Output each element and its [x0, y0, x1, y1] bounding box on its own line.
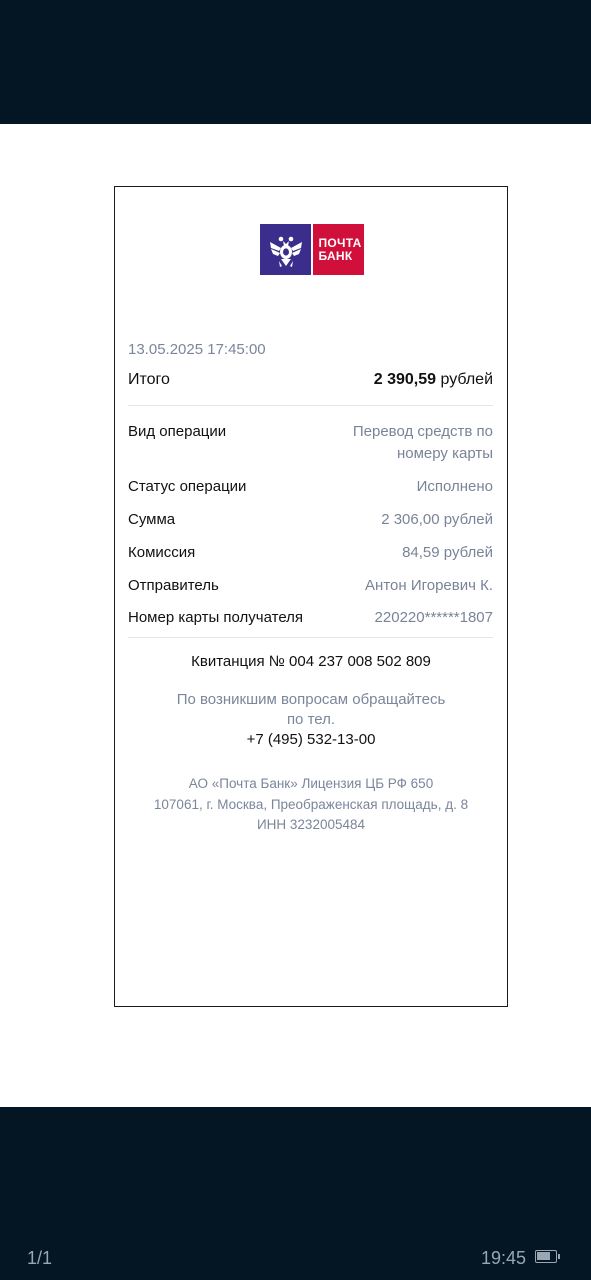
total-row [128, 371, 493, 395]
footer-line2: 107061, г. Москва, Преображенская площадь, д. 8 [153, 796, 469, 812]
detail-label: Отправитель [128, 577, 219, 594]
help-text [115, 690, 507, 730]
receipt-number: Квитанция № 004 237 008 502 809 [191, 653, 431, 670]
document-page-area [0, 124, 591, 1107]
detail-row-commission [128, 542, 493, 564]
detail-row-recipient-card [128, 607, 493, 629]
viewer-top-bar [0, 0, 591, 124]
detail-value: 2 306,00 рублей [381, 511, 493, 528]
footer-line1: АО «Почта Банк» Лицензия ЦБ РФ 650 [188, 776, 434, 791]
detail-row-amount [128, 509, 493, 531]
pochta-bank-logo [260, 224, 364, 275]
logo-text-line1: ПОЧТА [318, 235, 362, 250]
total-amount-value: 2 390,59 [373, 371, 437, 388]
help-line2: по тел. [286, 711, 336, 728]
logo-wordmark [313, 224, 364, 275]
battery-icon [535, 1250, 557, 1263]
detail-value: Исполнено [416, 478, 493, 495]
detail-value-line2: номеру карты [396, 445, 493, 462]
footer-line3: ИНН 3232005484 [256, 817, 366, 832]
divider-top [128, 405, 493, 406]
detail-value-line1: Перевод средств по [352, 423, 493, 440]
detail-value: 220220******1807 [374, 609, 493, 626]
detail-row-operation-type [128, 421, 493, 465]
detail-label: Комиссия [128, 544, 196, 561]
status-clock: 19:45 [481, 1248, 527, 1268]
detail-label: Сумма [128, 511, 176, 528]
total-currency: рублей [440, 371, 493, 388]
bank-footer [115, 774, 507, 836]
detail-value [353, 421, 493, 465]
detail-label: Статус операции [128, 478, 247, 495]
operation-datetime: 13.05.2025 17:45:00 [128, 341, 266, 358]
divider-bottom [128, 637, 493, 638]
detail-value: 84,59 рублей [402, 544, 493, 561]
receipt-document [114, 186, 508, 1007]
logo-text-line2: БАНК [318, 248, 353, 263]
eagle-emblem-icon [260, 224, 311, 275]
total-label: Итого [128, 371, 170, 388]
detail-label: Вид операции [128, 423, 227, 440]
detail-value: Антон Игоревич К. [365, 577, 493, 594]
detail-row-operation-status [128, 476, 493, 498]
detail-label: Номер карты получателя [128, 609, 304, 626]
detail-row-sender [128, 575, 493, 597]
help-line1: По возникшим вопросам обращайтесь [176, 691, 446, 708]
support-phone: +7 (495) 532-13-00 [246, 731, 376, 748]
page-counter: 1/1 [27, 1248, 53, 1268]
total-amount [374, 371, 493, 389]
